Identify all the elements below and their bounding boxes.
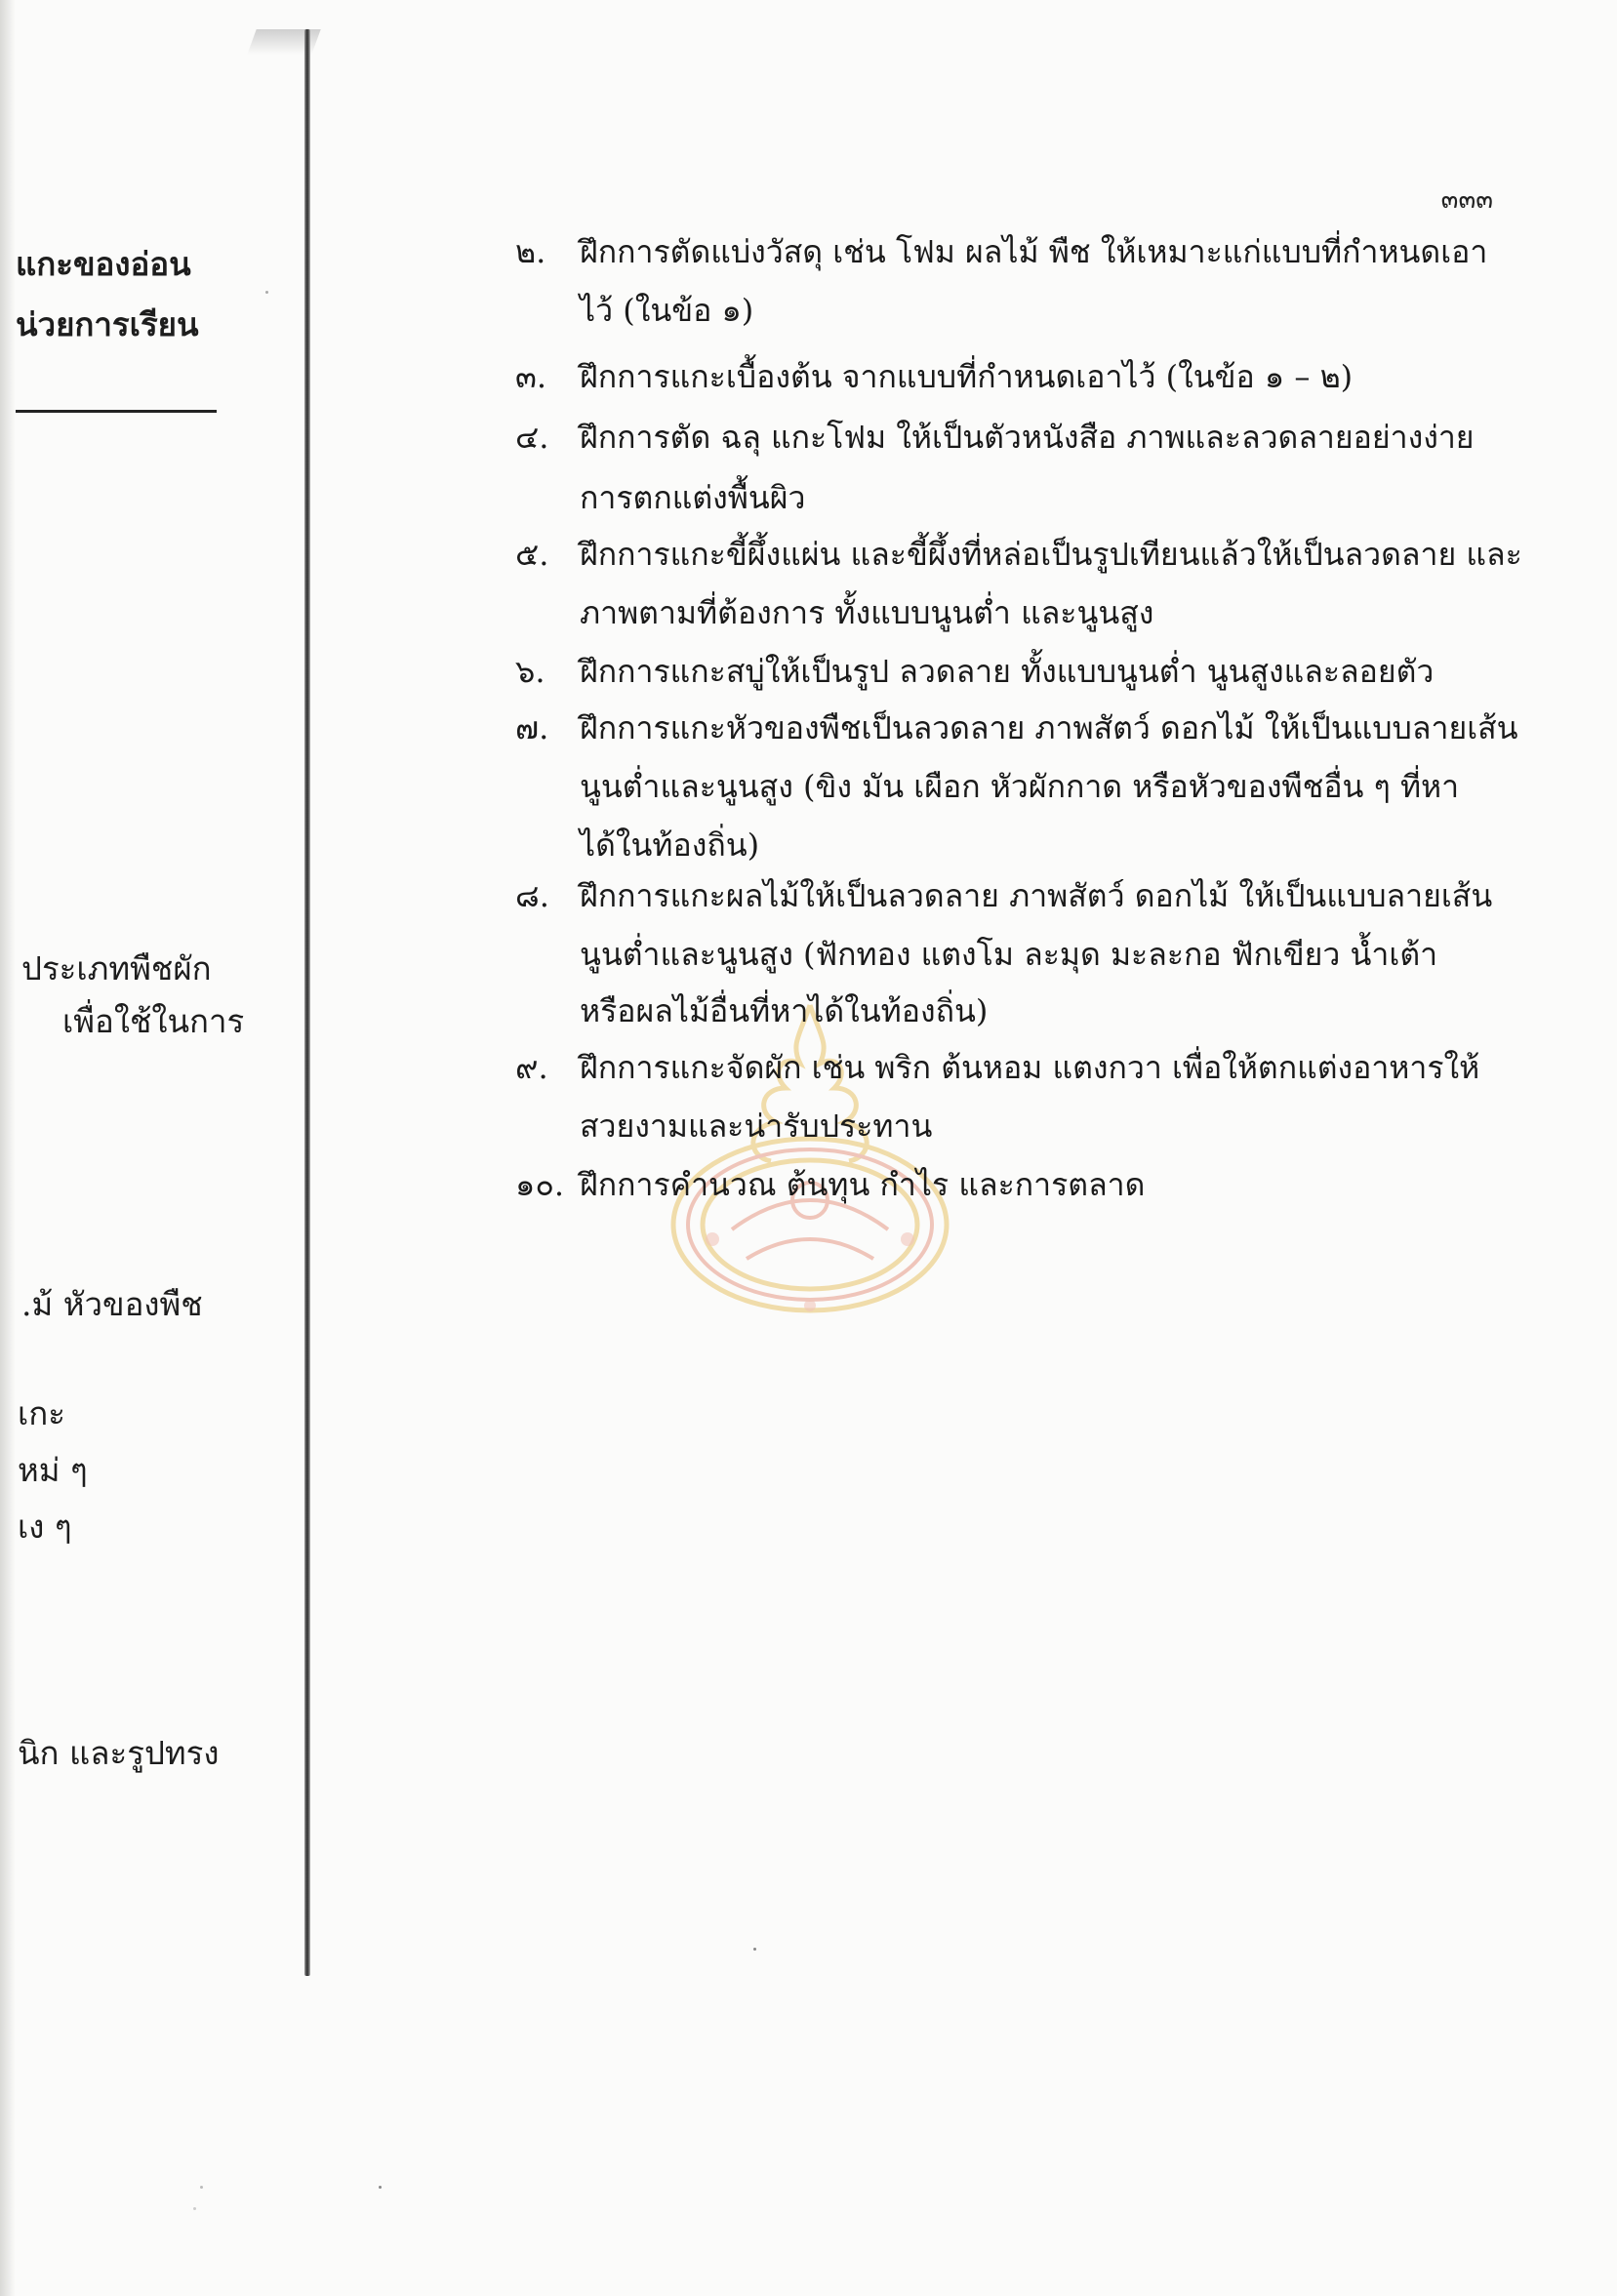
scan-speck	[379, 2186, 382, 2189]
margin-fragment: เง ๆ	[18, 1508, 72, 1546]
margin-fragment: ประเภทพืชผัก	[21, 949, 212, 987]
item-number: ๔.	[515, 419, 549, 456]
scan-speck	[200, 2186, 203, 2189]
margin-fragment: เกะ	[18, 1394, 65, 1432]
item-number: ๘.	[515, 877, 549, 914]
margin-fragment: หม่ ๆ	[18, 1451, 88, 1489]
item-text-line: สวยงามและน่ารับประทาน	[580, 1108, 933, 1145]
margin-fragment: นิก และรูปทรง	[18, 1734, 220, 1772]
item-text-line: นูนต่ำและนูนสูง (ฟักทอง แตงโม ละมุด มะละกอ ฟักเขียว น้ำเต้า	[580, 936, 1438, 973]
page-number: ๓๓๓	[1440, 185, 1493, 215]
item-text-line: ฝึกการแกะหัวของพืชเป็นลวดลาย ภาพสัตว์ ดอกไม้ ให้เป็นแบบลายเส้น	[580, 709, 1518, 746]
item-number: ๖.	[515, 653, 546, 690]
item-number: ๒.	[515, 233, 546, 270]
scan-speck	[753, 1948, 756, 1951]
margin-divider	[16, 410, 217, 413]
item-text-line: ฝึกการแกะขี้ผึ้งแผ่น และขี้ผึ้งที่หล่อเป็นรูปเทียนแล้วให้เป็นลวดลาย และ	[580, 536, 1522, 573]
item-text-line: หรือผลไม้อื่นที่หาได้ในท้องถิ่น)	[580, 992, 989, 1029]
item-text-line: ฝึกการแกะผลไม้ให้เป็นลวดลาย ภาพสัตว์ ดอกไม้ ให้เป็นแบบลายเส้น	[580, 877, 1493, 914]
scan-speck	[265, 291, 268, 294]
margin-heading-line-1: แกะของอ่อน	[16, 245, 191, 283]
item-text-line: ภาพตามที่ต้องการ ทั้งแบบนูนต่ำ และนูนสูง	[580, 594, 1154, 631]
scan-speck	[193, 2207, 196, 2210]
item-number: ๙.	[515, 1049, 548, 1086]
item-text-line: การตกแต่งพื้นผิว	[580, 479, 806, 516]
binding-gutter-line	[304, 29, 310, 1976]
item-text-line: ฝึกการแกะสบู่ให้เป็นรูป ลวดลาย ทั้งแบบนูนต่ำ นูนสูงและลอยตัว	[580, 653, 1435, 690]
item-number: ๕.	[515, 536, 549, 573]
margin-heading-line-2: น่วยการเรียน	[16, 305, 199, 343]
item-text-line: ฝึกการแกะจัดผัก เช่น พริก ต้นหอม แตงกวา เพื่อให้ตกแต่งอาหารให้	[580, 1049, 1480, 1086]
item-text-line: ไว้ (ในข้อ ๑)	[580, 292, 754, 329]
item-text-line: นูนต่ำและนูนสูง (ขิง มัน เผือก หัวผักกาด หรือหัวของพืชอื่น ๆ ที่หา	[580, 768, 1460, 805]
margin-fragment: .ม้ หัวของพืช	[21, 1285, 203, 1323]
margin-fragment: เพื่อใช้ในการ	[62, 1002, 245, 1040]
item-number: ๓.	[515, 358, 547, 395]
item-text-line: ฝึกการแกะเบื้องต้น จากแบบที่กำหนดเอาไว้ (ในข้อ ๑ – ๒)	[580, 358, 1354, 395]
item-text-line: ฝึกการตัดแบ่งวัสดุ เช่น โฟม ผลไม้ พืช ให้เหมาะแก่แบบที่กำหนดเอา	[580, 233, 1488, 270]
item-text-line: ฝึกการคำนวณ ต้นทุน กำไร และการตลาด	[580, 1166, 1146, 1203]
item-number: ๑๐.	[515, 1166, 565, 1203]
item-number: ๗.	[515, 709, 549, 746]
scan-edge-shadow	[0, 0, 16, 2296]
item-text-line: ฝึกการตัด ฉลุ แกะโฟม ให้เป็นตัวหนังสือ ภาพและลวดลายอย่างง่าย	[580, 419, 1475, 456]
item-text-line: ได้ในท้องถิ่น)	[580, 826, 760, 864]
